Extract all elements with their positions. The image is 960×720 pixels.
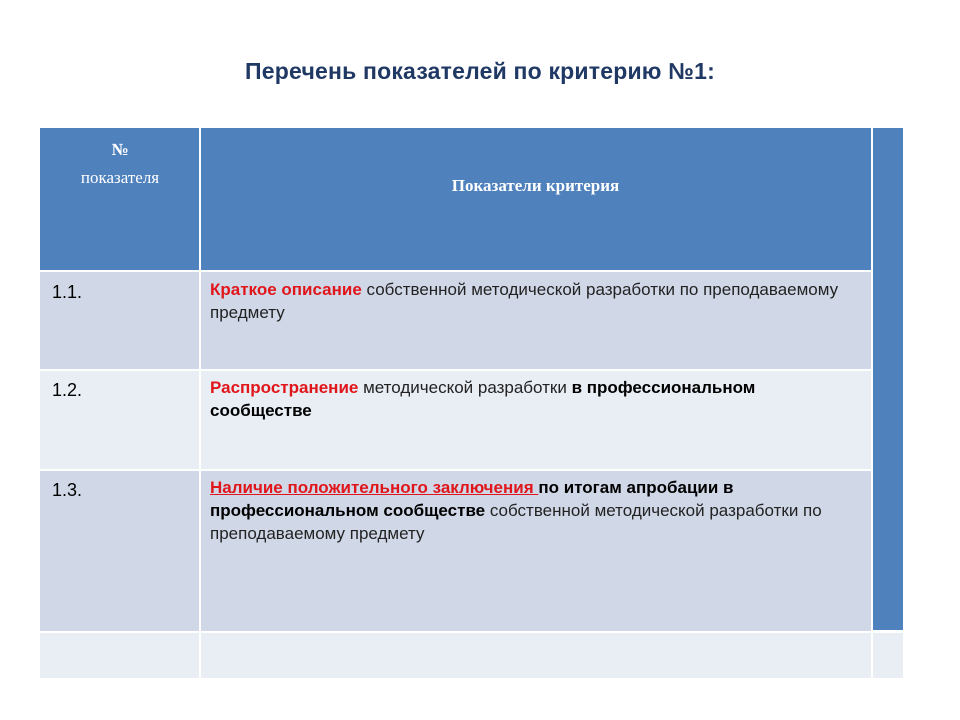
row-3-text: собственной методической разработки по преподаваемому предмету	[210, 501, 822, 543]
row-2-bold-text: в профессиональном сообществе	[210, 378, 756, 420]
grid-divider	[40, 270, 871, 272]
row-3-number: 1.3.	[40, 470, 200, 632]
header-cell-criteria	[200, 128, 871, 272]
header-cell-number	[40, 128, 200, 272]
row-1-description	[200, 272, 871, 370]
grid-divider	[199, 128, 201, 678]
row-2-key-phrase: Распространение	[210, 378, 359, 397]
row-1-number: 1.1.	[40, 272, 200, 370]
row-3-key-phrase: Наличие положительного заключения	[210, 478, 539, 497]
row-1-text: собственной методической разработки по преподаваемому предмету	[210, 280, 839, 322]
header-number-sign: №	[111, 140, 129, 159]
row-2-text: методической разработки	[358, 378, 572, 397]
grid-divider	[871, 128, 873, 678]
grid-divider	[40, 369, 871, 371]
row-2-description	[200, 370, 871, 470]
page-title: Перечень показателей по критерию №1:	[245, 58, 715, 84]
empty-row-cell-3	[873, 632, 903, 678]
header-cell-extra	[873, 128, 903, 630]
row-1-key-phrase: Краткое описание	[210, 280, 362, 299]
empty-row-cell-1	[40, 632, 200, 678]
row-2-number: 1.2.	[40, 370, 200, 470]
row-3-bold-text: по итогам апробации в профессиональном сообществе	[210, 478, 734, 520]
grid-divider	[40, 631, 903, 633]
grid-divider	[40, 469, 871, 471]
header-number-label: показателя	[80, 168, 160, 187]
row-3-description	[200, 470, 871, 632]
header-criteria-label: Показатели критерия	[451, 176, 620, 195]
empty-row-cell-2	[200, 632, 871, 678]
